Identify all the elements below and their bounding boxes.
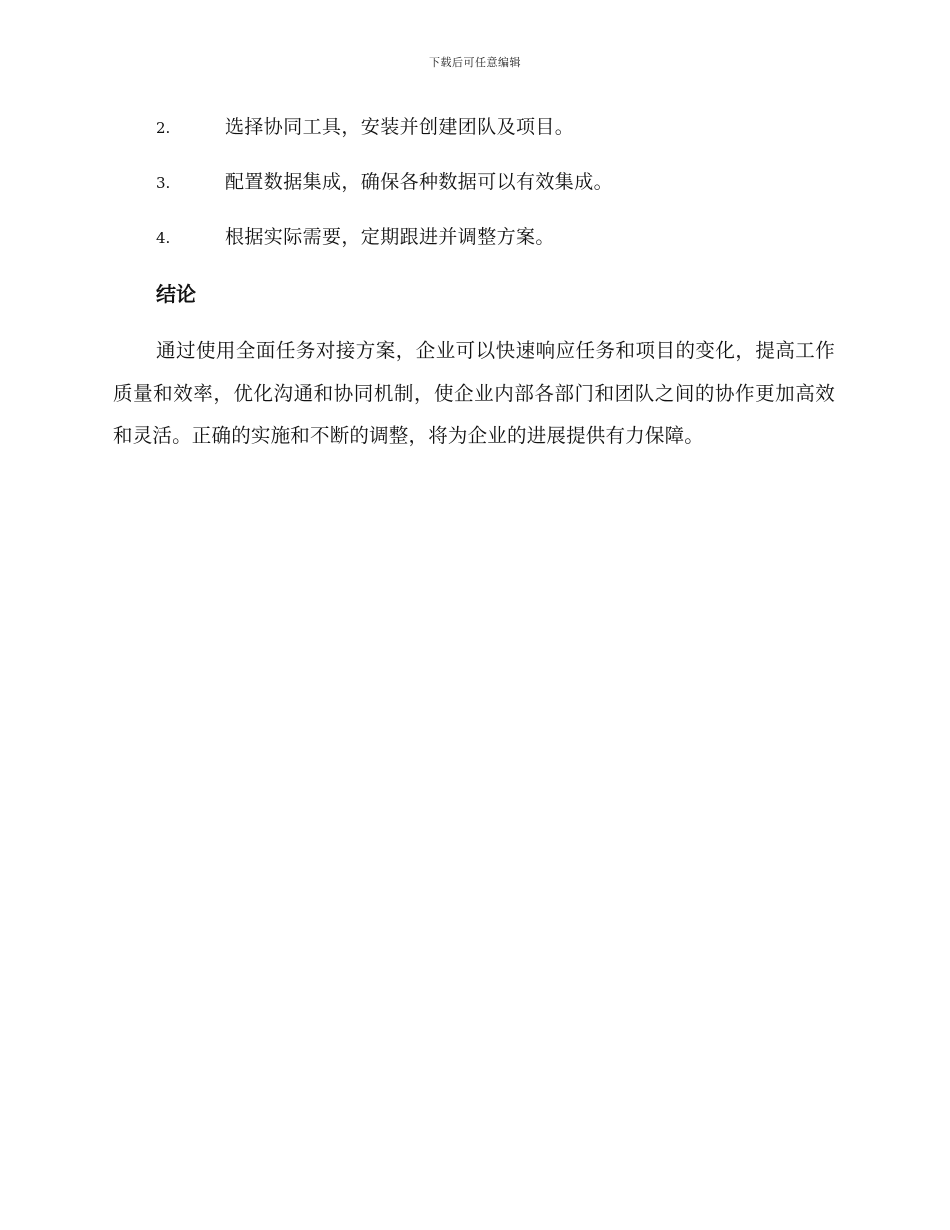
list-item-number: 2. bbox=[156, 119, 171, 137]
list-item bbox=[156, 222, 836, 277]
list-item-number: 3. bbox=[156, 174, 171, 192]
conclusion-paragraph: 通过使用全面任务对接方案，企业可以快速响应任务和项目的变化，提高工作质量和效率，优化沟通和协同机制，使企业内部各部门和团队之间的协作更加高效和灵活。正确的实施和不断的调整，将为企业的进展提供有力保障。 bbox=[113, 339, 835, 447]
download-note: 下载后可任意编辑 bbox=[429, 56, 521, 69]
list-item bbox=[156, 112, 836, 167]
list-item-text: 根据实际需要，定期跟进并调整方案。 bbox=[225, 226, 555, 248]
list-item-text: 配置数据集成，确保各种数据可以有效集成。 bbox=[225, 171, 614, 193]
conclusion-heading: 结论 bbox=[156, 282, 196, 306]
list-item bbox=[156, 167, 836, 222]
list-item-number: 4. bbox=[156, 229, 171, 247]
steps-list bbox=[156, 112, 836, 277]
list-item-text: 选择协同工具，安装并创建团队及项目。 bbox=[225, 116, 575, 138]
